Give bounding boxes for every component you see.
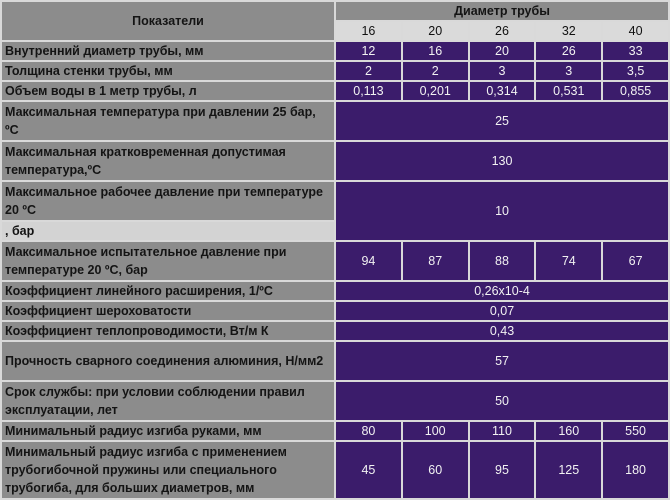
table-row [2, 282, 668, 300]
cell-value: 33 [603, 42, 668, 60]
cell-value: 0,314 [470, 82, 535, 100]
cell-value: 125 [536, 442, 601, 498]
cell-value: 88 [470, 242, 535, 280]
cell-value: 110 [470, 422, 535, 440]
cell-value: 57 [336, 342, 668, 380]
cell-value: 10 [336, 182, 668, 240]
table-row [2, 422, 668, 440]
table-row [2, 442, 668, 498]
row-label: Максимальное испытательное давление при температуре 20 ºС, бар [2, 242, 334, 280]
cell-value: 20 [470, 42, 535, 60]
table-row [2, 382, 668, 420]
table-row [2, 322, 668, 340]
cell-value: 25 [336, 102, 668, 140]
row-label: Максимальная кратковременная допустимая температура,ºС [2, 142, 334, 180]
row-label: Прочность сварного соединения алюминия, Н/мм2 [2, 342, 334, 380]
cell-value: 3 [536, 62, 601, 80]
cell-value: 3 [470, 62, 535, 80]
cell-value: 130 [336, 142, 668, 180]
cell-value: 74 [536, 242, 601, 280]
cell-value: 50 [336, 382, 668, 420]
size-header: 16 [336, 22, 401, 40]
cell-value: 3,5 [603, 62, 668, 80]
table-row [2, 182, 668, 220]
size-header: 26 [470, 22, 535, 40]
cell-value: 2 [336, 62, 401, 80]
cell-value: 100 [403, 422, 468, 440]
cell-value: 60 [403, 442, 468, 498]
cell-value: 0,43 [336, 322, 668, 340]
cell-value: 95 [470, 442, 535, 498]
table-row [2, 62, 668, 80]
row-label: Срок службы: при условии соблюдении правил эксплуатации, лет [2, 382, 334, 420]
cell-value: 94 [336, 242, 401, 280]
cell-value: 0,07 [336, 302, 668, 320]
row-label: Минимальный радиус изгиба руками, мм [2, 422, 334, 440]
cell-value: 0,26x10-4 [336, 282, 668, 300]
table-row [2, 102, 668, 140]
table-row [2, 302, 668, 320]
table-row [2, 342, 668, 380]
cell-value: 0,855 [603, 82, 668, 100]
row-label-extra: , бар [2, 222, 334, 240]
row-label: Объем воды в 1 метр трубы, л [2, 82, 334, 100]
cell-value: 45 [336, 442, 401, 498]
size-header: 40 [603, 22, 668, 40]
cell-value: 160 [536, 422, 601, 440]
cell-value: 550 [603, 422, 668, 440]
table-row [2, 42, 668, 60]
cell-value: 26 [536, 42, 601, 60]
header-row-top [2, 2, 668, 20]
cell-value: 180 [603, 442, 668, 498]
row-label: Внутренний диаметр трубы, мм [2, 42, 334, 60]
indicators-header: Показатели [2, 2, 334, 40]
cell-value: 67 [603, 242, 668, 280]
table-row [2, 82, 668, 100]
cell-value: 80 [336, 422, 401, 440]
table-row [2, 242, 668, 280]
cell-value: 2 [403, 62, 468, 80]
table-row [2, 142, 668, 180]
cell-value: 0,201 [403, 82, 468, 100]
row-label: Толщина стенки трубы, мм [2, 62, 334, 80]
row-label: Коэффициент шероховатости [2, 302, 334, 320]
cell-value: 0,531 [536, 82, 601, 100]
row-label: Максимальное рабочее давление при температуре 20 ºС [2, 182, 334, 220]
diameter-header: Диаметр трубы [336, 2, 668, 20]
row-label: Максимальная температура при давлении 25 бар, ºС [2, 102, 334, 140]
cell-value: 87 [403, 242, 468, 280]
row-label: Коэффициент теплопроводимости, Вт/м К [2, 322, 334, 340]
size-header: 20 [403, 22, 468, 40]
row-label: Минимальный радиус изгиба с применением трубогибочной пружины или специального трубогиба, для больших диаметров, мм [2, 442, 334, 498]
cell-value: 12 [336, 42, 401, 60]
size-header: 32 [536, 22, 601, 40]
cell-value: 16 [403, 42, 468, 60]
row-label: Коэффициент линейного расширения, 1/ºС [2, 282, 334, 300]
cell-value: 0,113 [336, 82, 401, 100]
